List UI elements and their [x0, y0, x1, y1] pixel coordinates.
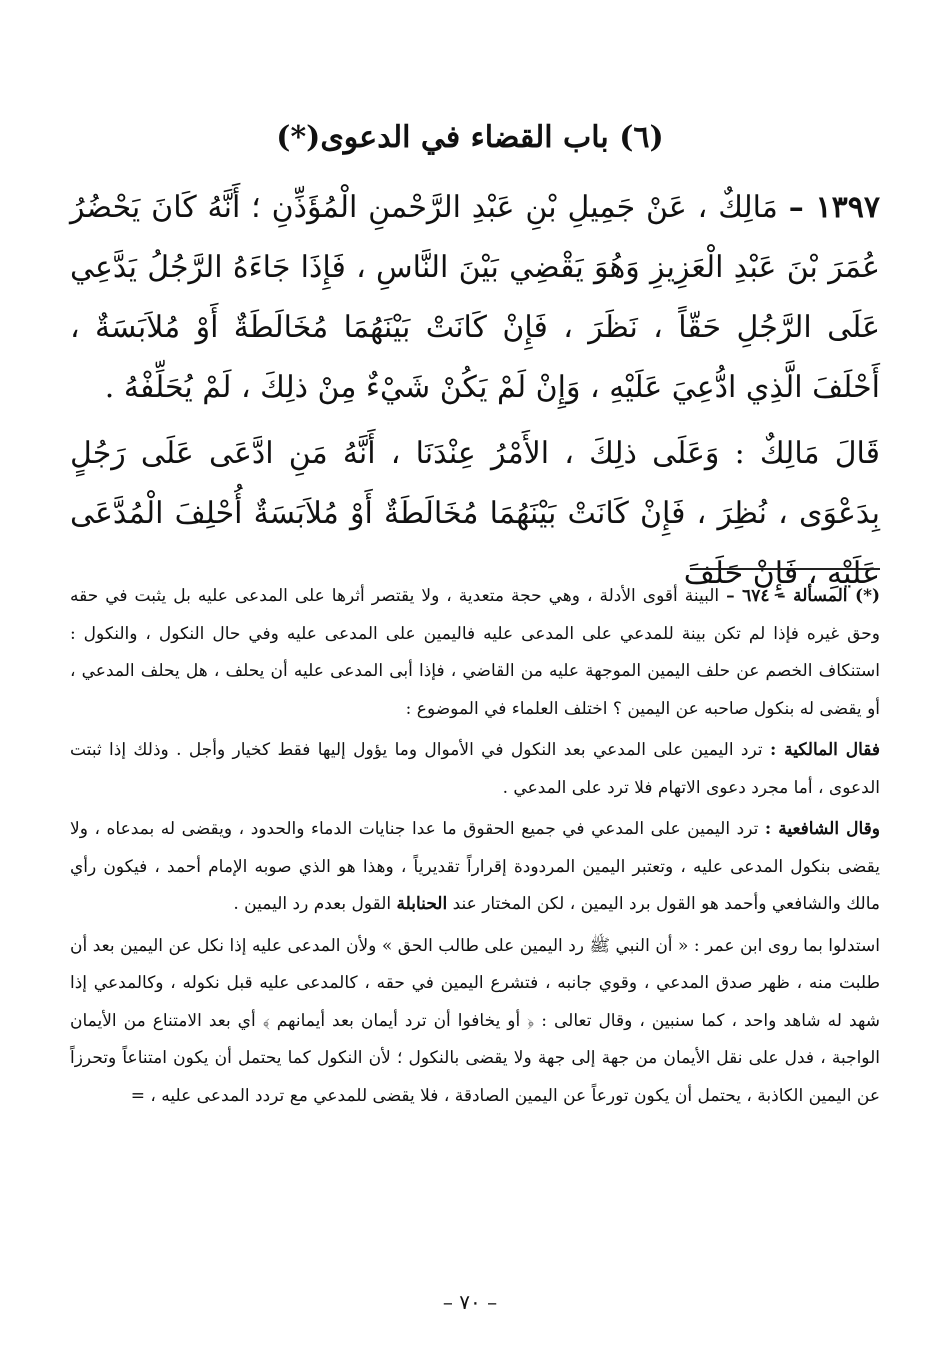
footnote-block — [70, 578, 880, 1115]
footnote-paragraph-4: استدلوا بما روى ابن عمر : « أن النبي ﷺ رد اليمين على طالب الحق » ولأن المدعى عليه إذا نكل عن اليمين بعد أن طلبت منه ، ظهر صدق المدعي ، وقوي جانبه ، فتشرع اليمين في حقه ، كالمدعى عليه قبل نكوله ، وكالمدعي إذا شهد له شاهد واحد ، كما سنبين ، وقال تعالى : ﴿ أو يخافوا أن ترد أيمان بعد أيمانهم ﴾ أي بعد الامتناع من الأيمان الواجبة ، فدل على نقل الأيمان من جهة إلى جهة ولا يقضى بالنكول ؛ لأن النكول كما يحتمل أن يكون امتناعاً وتحرزاً عن اليمين الكاذبة ، يحتمل أن يكون تورعاً عن اليمين الصادقة ، فلا يقضى للمدعي مع تردد المدعى عليه ، = — [70, 935, 880, 1106]
footnote-text: البينة أقوى الأدلة ، وهي حجة متعدية ، ولا يقتصر أثرها على المدعى عليه بل يثبت في حقه وحق غيره فإذا لم تكن بينة للمدعي على المدعى عليه فاليمين على المدعى عليه وفي حال النكول ، والنكول : استنكاف الخصم عن حلف اليمين الموجهة عليه من القاضي ، فإذا أبى المدعى عليه أن يحلف ، هل يحلف المدعي ، أو يقضى له بنكول صاحبه عن اليمين ؟ اختلف العلماء في الموضوع : — [70, 586, 880, 719]
malik-paragraph: قَالَ مَالِكٌ : وَعَلَى ذلِكَ ، الأَمْرُ عِنْدَنَا ، أَنَّهُ مَنِ ادَّعَى عَلَى رَجُلٍ بِدَعْوَى ، نُظِرَ ، فَإِنْ كَانَتْ بَيْنَهُمَا مُخَالَطَةٌ أَوْ مُلاَبَسَةٌ أُحْلِفَ الْمُدَّعَى عَلَيْهِ ، فَإِنْ حَلَفَ — [70, 436, 880, 591]
main-text — [70, 178, 880, 604]
hadith-number: ١٣٩٧ – — [788, 190, 880, 225]
hadith-paragraph — [70, 178, 880, 418]
footnote-text: ترد اليمين على المدعي بعد النكول في الأموال وما يؤول إليها فقط كخيار وأجل . وذلك إذا ثبتت الدعوى ، أما مجرد دعوى الاتهام فلا ترد على المدعي . — [70, 740, 880, 798]
footnote-paragraph-3 — [70, 811, 880, 924]
page-number: – ٧٠ – — [442, 1290, 498, 1314]
footnote-text-tail: القول بعدم رد اليمين . — [233, 894, 392, 914]
footnote-separator — [690, 568, 880, 570]
footnote-bold-term: الحنابلة — [396, 894, 448, 914]
footnote-paragraph-2 — [70, 732, 880, 807]
footnote-text: ترد اليمين على المدعي في جميع الحقوق ما عدا جنايات الدماء والحدود ، ويقضى له بمدعاه ، ولا يقضى بنكول المدعى عليه ، وتعتبر اليمين المردودة إقراراً تقديرياً ، وهذا هو الذي صوبه الإمام أحمد ، فيكون رأي مالك والشافعي وأحمد هو القول برد اليمين ، لكن المختار عند — [70, 819, 880, 914]
footnote-lead: (*) المسألة – ٦٧٤ – — [726, 586, 881, 606]
footnote-paragraph-1 — [70, 578, 880, 728]
hadith-text: مَالِكٌ ، عَنْ جَمِيلِ بْنِ عَبْدِ الرَّحْمنِ الْمُؤَذِّنِ ؛ أَنَّهُ كَانَ يَحْضُرُ عُمَرَ بْنَ عَبْدِ الْعَزِيزِ وَهُوَ يَقْضِي بَيْنَ النَّاسِ ، فَإِذَا جَاءَهُ الرَّجُلُ يَدَّعِي عَلَى الرَّجُلِ حَقّاً ، نَظَرَ ، فَإِنْ كَانَتْ بَيْنَهُمَا مُخَالَطَةٌ أَوْ مُلاَبَسَةٌ ، أَحْلَفَ الَّذِي ادُّعِيَ عَلَيْهِ ، وَإِنْ لَمْ يَكُنْ شَيْءٌ مِنْ ذلِكَ ، لَمْ يُحَلِّفْهُ . — [70, 190, 880, 405]
chapter-title: (٦) باب القضاء في الدعوى(*) — [276, 120, 664, 155]
footnote-lead: فقال المالكية : — [770, 740, 881, 760]
footnote-lead: وقال الشافعية : — [764, 819, 880, 839]
